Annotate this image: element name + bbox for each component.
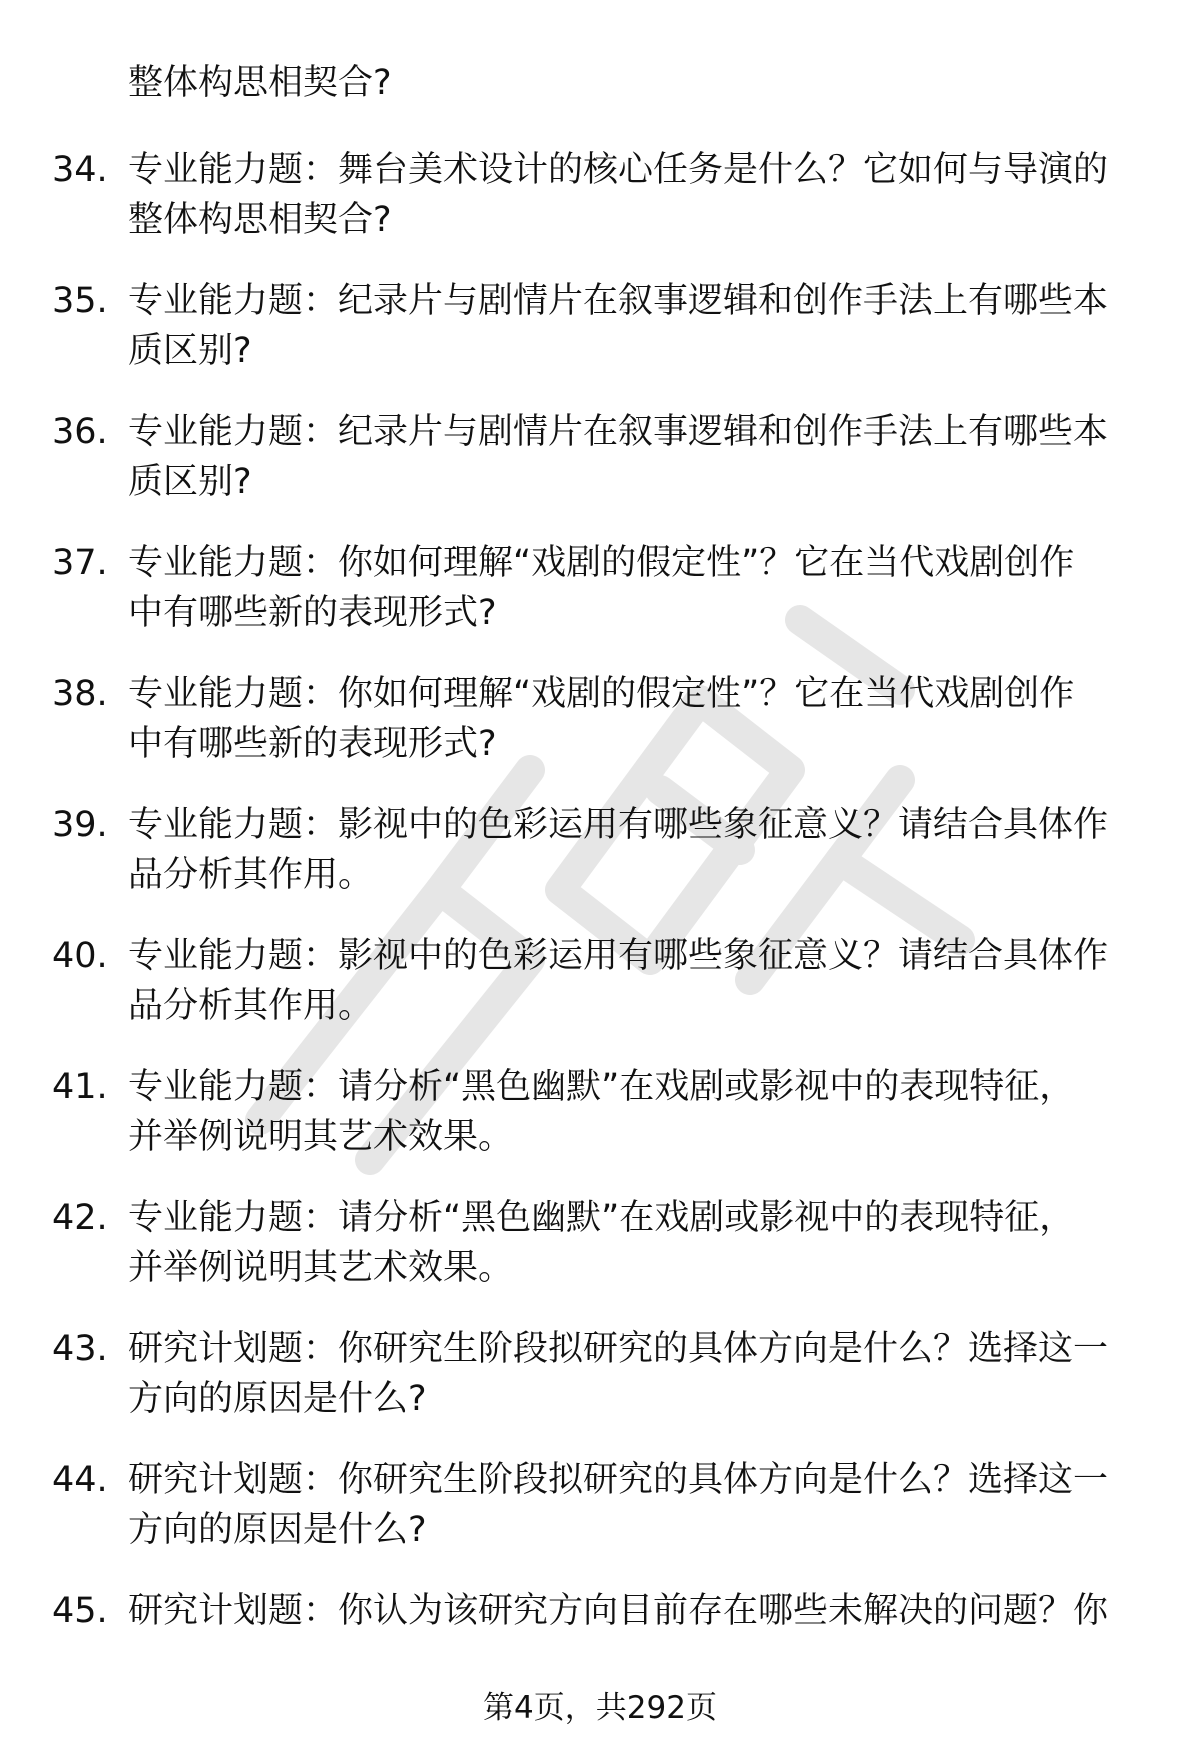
question-item: [0, 407, 1200, 538]
question-text-line: 专业能力题：纪录片与剧情片在叙事逻辑和创作手法上有哪些本: [128, 281, 1109, 321]
question-text: [128, 1062, 1138, 1162]
question-text-line: 中有哪些新的表现形式?: [128, 724, 497, 764]
question-text-line: 方向的原因是什么?: [128, 1379, 427, 1419]
question-text-line: 研究计划题：你认为该研究方向目前存在哪些未解决的问题？你: [128, 1591, 1109, 1631]
question-item: [0, 538, 1200, 669]
question-item: [0, 1062, 1200, 1193]
question-text-line: 整体构思相契合?: [128, 200, 392, 240]
question-number: 39.: [52, 805, 108, 845]
question-number: 42.: [52, 1198, 108, 1238]
question-text: [128, 1455, 1138, 1555]
question-item: [0, 1193, 1200, 1324]
question-text-line: 研究计划题：你研究生阶段拟研究的具体方向是什么？选择这一: [128, 1460, 1109, 1500]
question-number: 36.: [52, 412, 108, 452]
question-text: [128, 669, 1138, 769]
question-text-line: 专业能力题：纪录片与剧情片在叙事逻辑和创作手法上有哪些本: [128, 412, 1109, 452]
question-text-line: 质区别?: [128, 331, 252, 371]
continuation-line: 整体构思相契合?: [128, 63, 392, 103]
question-number: 45.: [52, 1591, 108, 1631]
question-text-line: 专业能力题：影视中的色彩运用有哪些象征意义？请结合具体作: [128, 936, 1109, 976]
question-text-line: 专业能力题：影视中的色彩运用有哪些象征意义？请结合具体作: [128, 805, 1109, 845]
question-text-line: 并举例说明其艺术效果。: [128, 1248, 514, 1288]
question-number: 41.: [52, 1067, 108, 1107]
question-item: [0, 931, 1200, 1062]
question-number: 37.: [52, 543, 108, 583]
question-text: [128, 1193, 1138, 1293]
question-text: [128, 800, 1138, 900]
question-text-line: 并举例说明其艺术效果。: [128, 1117, 514, 1157]
question-text-line: 质区别?: [128, 462, 252, 502]
question-text: [128, 1586, 1138, 1636]
question-item: [0, 145, 1200, 276]
question-text-line: 专业能力题：你如何理解“戏剧的假定性”？它在当代戏剧创作: [128, 543, 1075, 583]
question-item: [0, 1324, 1200, 1455]
question-text: [128, 931, 1138, 1031]
question-text: [128, 407, 1138, 507]
question-text: [128, 276, 1138, 376]
question-item: [0, 276, 1200, 407]
question-number: 35.: [52, 281, 108, 321]
question-number: 40.: [52, 936, 108, 976]
question-text-line: 专业能力题：请分析“黑色幽默”在戏剧或影视中的表现特征，: [128, 1067, 1075, 1107]
question-text-line: 中有哪些新的表现形式?: [128, 593, 497, 633]
question-text-line: 研究计划题：你研究生阶段拟研究的具体方向是什么？选择这一: [128, 1329, 1109, 1369]
question-number: 43.: [52, 1329, 108, 1369]
question-item: [0, 669, 1200, 800]
question-text-line: 专业能力题：请分析“黑色幽默”在戏剧或影视中的表现特征，: [128, 1198, 1075, 1238]
question-item: [0, 800, 1200, 931]
question-item: [0, 1455, 1200, 1586]
question-number: 38.: [52, 674, 108, 714]
page-number: 第4页，共292页: [483, 1690, 717, 1726]
question-text-line: 专业能力题：舞台美术设计的核心任务是什么？它如何与导演的: [128, 150, 1109, 190]
question-text: [128, 145, 1138, 245]
question-number: 34.: [52, 150, 108, 190]
question-text-line: 品分析其作用。: [128, 855, 374, 895]
question-number: 44.: [52, 1460, 108, 1500]
question-text-line: 方向的原因是什么?: [128, 1510, 427, 1550]
question-text-line: 专业能力题：你如何理解“戏剧的假定性”？它在当代戏剧创作: [128, 674, 1075, 714]
question-list: [0, 145, 1200, 1717]
question-text-line: 品分析其作用。: [128, 986, 374, 1026]
question-text: [128, 1324, 1138, 1424]
question-text: [128, 538, 1138, 638]
